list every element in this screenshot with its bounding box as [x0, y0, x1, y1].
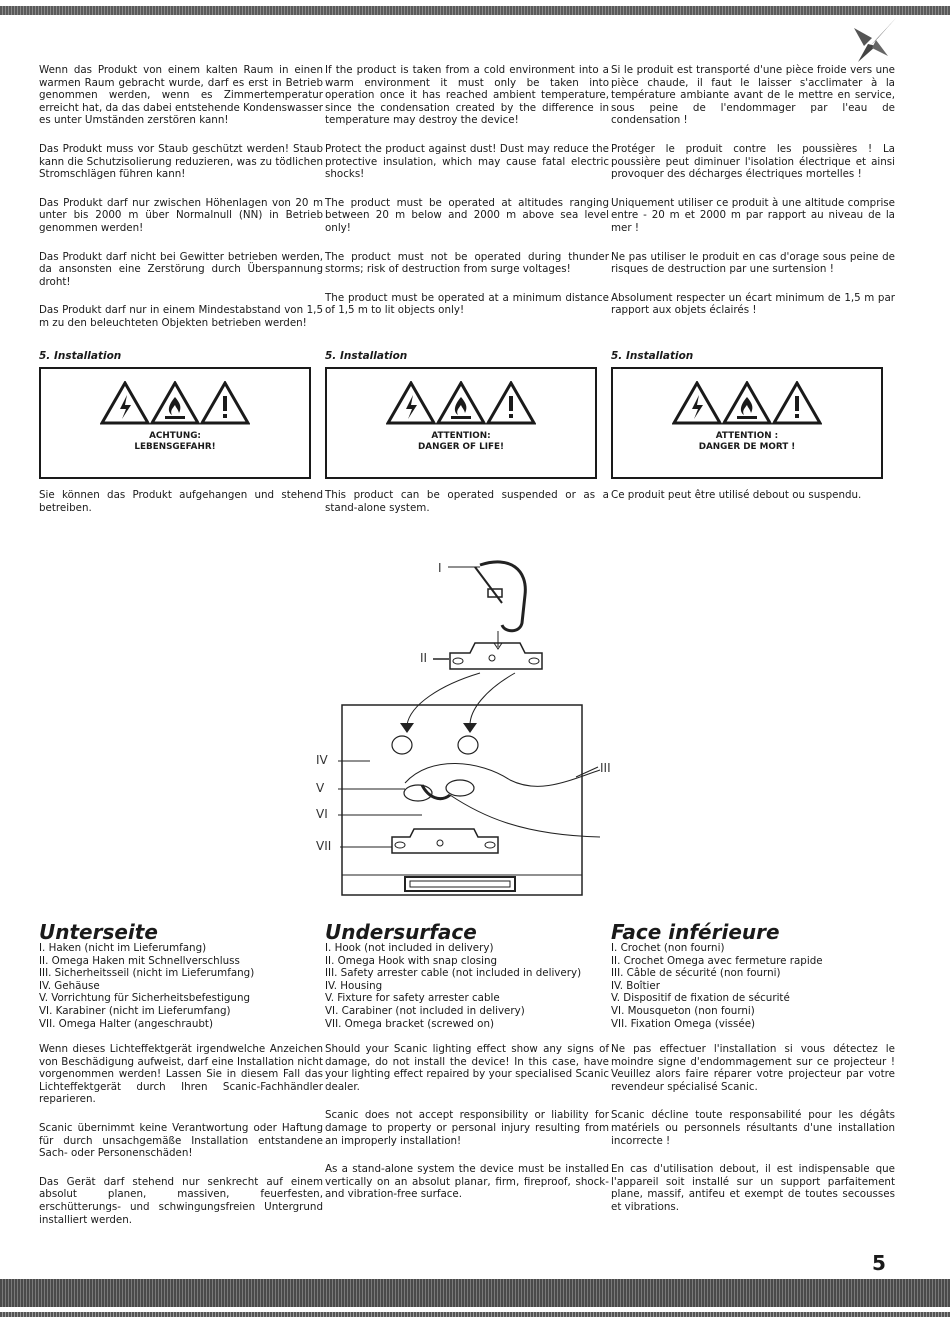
- paragraph: Wenn das Produkt von einem kalten Raum in einen warmen Raum gebracht wurde, darf es erst in Betrieb genommen werden, wenn es Zimmertemperatur erreicht hat, da das dabei entstehende Kondenswasser es unter Umständen zerstören kann!: [39, 64, 323, 127]
- column-en-intro: [325, 64, 609, 333]
- paragraph: Scanic décline toute responsabilité pour les dégâts matériels ou personnels résultants d'une installation incorrecte !: [611, 1109, 895, 1147]
- list-item: II. Omega Haken mit Schnellverschluss: [39, 954, 240, 967]
- list-item: II. Omega Hook with snap closing: [325, 954, 498, 967]
- list-item: I. Hook (not included in delivery): [325, 942, 494, 954]
- hazard-icons: [386, 381, 536, 425]
- list-item: III. Câble de sécurité (non fourni): [611, 967, 781, 980]
- list-item: III. Safety arrester cable (not included in delivery): [325, 967, 582, 980]
- paragraph: Absolument respecter un écart minimum de 1,5 m par rapport aux objets éclairés !: [611, 291, 895, 317]
- diagram-label-ii: II: [420, 651, 428, 665]
- hazard-icons: [100, 381, 250, 425]
- diagram-drawing: [310, 545, 630, 910]
- list-item: V. Fixture for safety arrester cable: [325, 992, 500, 1005]
- electric-hazard-icon: [388, 383, 434, 423]
- paragraph: The product must be operated at a minimum distance of 1,5 m to lit objects only!: [325, 291, 609, 317]
- warning-text: [327, 431, 595, 453]
- parts-list-de: [39, 942, 254, 1030]
- warning-box: [39, 367, 311, 479]
- parts-heading-de: Unterseite: [39, 920, 158, 944]
- paragraph: Scanic does not accept responsibility or liability for damage to property or personal injury resulting from an improperly installation!: [325, 1109, 609, 1147]
- parts-heading-fr: Face inférieure: [611, 920, 780, 944]
- mounting-note-de: [39, 489, 323, 530]
- paragraph: The product must not be operated during thunder storms; risk of destruction from surge voltages!: [325, 250, 609, 276]
- top-border-bar: [0, 6, 950, 15]
- list-item: IV. Gehäuse: [39, 979, 100, 992]
- list-item: IV. Boîtier: [611, 979, 660, 992]
- paragraph: This product can be operated suspended or as a stand-alone system.: [325, 489, 609, 514]
- paragraph: En cas d'utilisation debout, il est indispensable que l'appareil soit installé sur un support parfaitement plane, massif, antifeu et exempt de toutes secousses et vibrations.: [611, 1163, 895, 1213]
- diagram-label-v: V: [316, 781, 325, 795]
- list-item: VII. Fixation Omega (vissée): [611, 1017, 756, 1030]
- diagram-label-vii: VII: [316, 839, 332, 853]
- page-number: 5: [872, 1251, 886, 1275]
- warning-line: ATTENTION:: [431, 431, 491, 441]
- hazard-icons: [672, 381, 822, 425]
- paragraph: Sie können das Produkt aufgehangen und stehend betreiben.: [39, 489, 323, 514]
- paragraph: Das Produkt darf nicht bei Gewitter betrieben werden, da ansonsten eine Zerstörung durch Überspannung droht!: [39, 250, 323, 288]
- safety-notes-fr: [611, 1043, 895, 1230]
- fire-hazard-icon: [152, 383, 198, 423]
- mounting-note-fr: [611, 489, 895, 518]
- warning-text: [613, 431, 881, 453]
- list-item: V. Dispositif de fixation de sécurité: [611, 992, 790, 1005]
- list-item: VI. Karabiner (nicht im Lieferumfang): [39, 1004, 231, 1017]
- warning-box: [611, 367, 883, 479]
- list-item: IV. Housing: [325, 979, 383, 992]
- paragraph: Uniquement utiliser ce produit à une altitude comprise entre - 20 m et 2000 m par rapport au niveau de la mer !: [611, 196, 895, 234]
- mounting-note-en: [325, 489, 609, 530]
- paragraph: Ne pas effectuer l'installation si vous détectez le moindre signe d'endommagement sur ce projecteur ! Veuillez alors faire réparer votre projecteur par votre revendeur spécialisé Scanic.: [611, 1043, 895, 1093]
- paragraph: Das Gerät darf stehend nur senkrecht auf einem absolut planen, massiven, feuerfesten, erschütterungs- und schwingungsfreien Untergrund installiert werden.: [39, 1175, 323, 1226]
- section-heading: 5. Installation: [39, 350, 122, 362]
- warning-line: DANGER DE MORT !: [698, 442, 796, 452]
- column-fr-intro: [611, 64, 895, 333]
- paragraph: Ce produit peut être utilisé debout ou suspendu.: [611, 489, 862, 501]
- parts-list-en: [325, 942, 581, 1030]
- paragraph: As a stand-alone system the device must be installed vertically on an absolut planar, firm, fireproof, shock- and vibration-free surface.: [325, 1163, 609, 1201]
- paragraph: Das Produkt muss vor Staub geschützt werden! Staub kann die Schutzisolierung reduzieren, was zu tödlichen Stromschlägen führen kann!: [39, 142, 323, 181]
- warning-line: DANGER OF LIFE!: [418, 442, 504, 452]
- star-logo-icon: [848, 16, 898, 66]
- list-item: VI. Carabiner (not included in delivery): [325, 1004, 525, 1017]
- installation-diagram: [310, 545, 630, 910]
- diagram-label-vi: VI: [316, 807, 328, 821]
- paragraph: Si le produit est transporté d'une pièce froide vers une pièce chaude, il faut le laisser s'acclimater à la température ambiante avant de le mettre en service, sous peine de l'endommager par l'eau de condensation !: [611, 64, 895, 127]
- exclamation-warning-icon: [774, 383, 820, 423]
- safety-notes-de: [39, 1043, 323, 1242]
- warning-line: ACHTUNG:: [149, 431, 201, 441]
- safety-notes-en: [325, 1043, 609, 1217]
- list-item: III. Sicherheitsseil (nicht im Lieferumfang): [39, 967, 255, 980]
- paragraph: Ne pas utiliser le produit en cas d'orage sous peine de risques de destruction par une surtension !: [611, 250, 895, 276]
- list-item: VII. Omega Halter (angeschraubt): [39, 1017, 213, 1030]
- parts-list-fr: [611, 942, 823, 1030]
- column-de-intro: [39, 64, 323, 346]
- paragraph: Das Produkt darf nur zwischen Höhenlagen von 20 m unter bis 2000 m über Normalnull (NN) in Betrieb genommen werden!: [39, 196, 323, 234]
- paragraph: Protéger le produit contre les poussières ! La poussière peut diminuer l'isolation électrique et ainsi provoquer des décharges électriques mortelles !: [611, 142, 895, 181]
- paragraph: Wenn dieses Lichteffektgerät irgendwelche Anzeichen von Beschädigung aufweist, darf eine Installation nicht vorgenommen werden! Lassen Sie in diesem Fall das Lichteffektgerät durch Ihren Scanic-Fachhändler reparieren.: [39, 1043, 323, 1106]
- section-heading: 5. Installation: [611, 350, 694, 362]
- electric-hazard-icon: [102, 383, 148, 423]
- list-item: I. Haken (nicht im Lieferumfang): [39, 942, 207, 954]
- warning-line: LEBENSGEFAHR!: [134, 442, 216, 452]
- paragraph: Protect the product against dust! Dust may reduce the protective insulation, which may cause fatal electric shocks!: [325, 142, 609, 181]
- list-item: I. Crochet (non fourni): [611, 942, 725, 954]
- fire-hazard-icon: [724, 383, 770, 423]
- parts-heading-en: Undersurface: [325, 920, 477, 944]
- diagram-label-iv: IV: [316, 753, 328, 767]
- exclamation-warning-icon: [488, 383, 534, 423]
- electric-hazard-icon: [674, 383, 720, 423]
- list-item: VII. Omega bracket (screwed on): [325, 1017, 495, 1030]
- paragraph: If the product is taken from a cold environment into a warm environment it must only be taken into operation once it has reached ambient temperature, since the condensation created by the difference in temperature may destroy the device!: [325, 64, 609, 127]
- section-heading: 5. Installation: [325, 350, 408, 362]
- paragraph: Scanic übernimmt keine Verantwortung oder Haftung für durch unsachgemäße Installation entstandene Sach- oder Personenschäden!: [39, 1121, 323, 1160]
- paragraph: Das Produkt darf nur in einem Mindestabstand von 1,5 m zu den beleuchteten Objekten betrieben werden!: [39, 304, 323, 329]
- fire-hazard-icon: [438, 383, 484, 423]
- diagram-label-i: I: [438, 561, 442, 575]
- diagram-label-iii: III: [600, 761, 611, 775]
- list-item: II. Crochet Omega avec fermeture rapide: [611, 954, 823, 967]
- housing-shape: [342, 705, 582, 895]
- bottom-border-bar: [0, 1279, 950, 1307]
- paragraph: The product must be operated at altitudes ranging between 20 m below and 2000 m above sea level only!: [325, 196, 609, 234]
- warning-line: ATTENTION :: [715, 431, 779, 441]
- list-item: VI. Mousqueton (non fourni): [611, 1004, 755, 1017]
- bottom-border-strip: [0, 1312, 950, 1317]
- warning-box: [325, 367, 597, 479]
- exclamation-warning-icon: [202, 383, 248, 423]
- warning-text: [41, 431, 309, 453]
- list-item: V. Vorrichtung für Sicherheitsbefestigung: [39, 992, 251, 1005]
- omega-bracket-shape: [392, 829, 498, 853]
- paragraph: Should your Scanic lighting effect show any signs of damage, do not install the device! In this case, have your lighting effect repaired by your specialised Scanic dealer.: [325, 1043, 609, 1093]
